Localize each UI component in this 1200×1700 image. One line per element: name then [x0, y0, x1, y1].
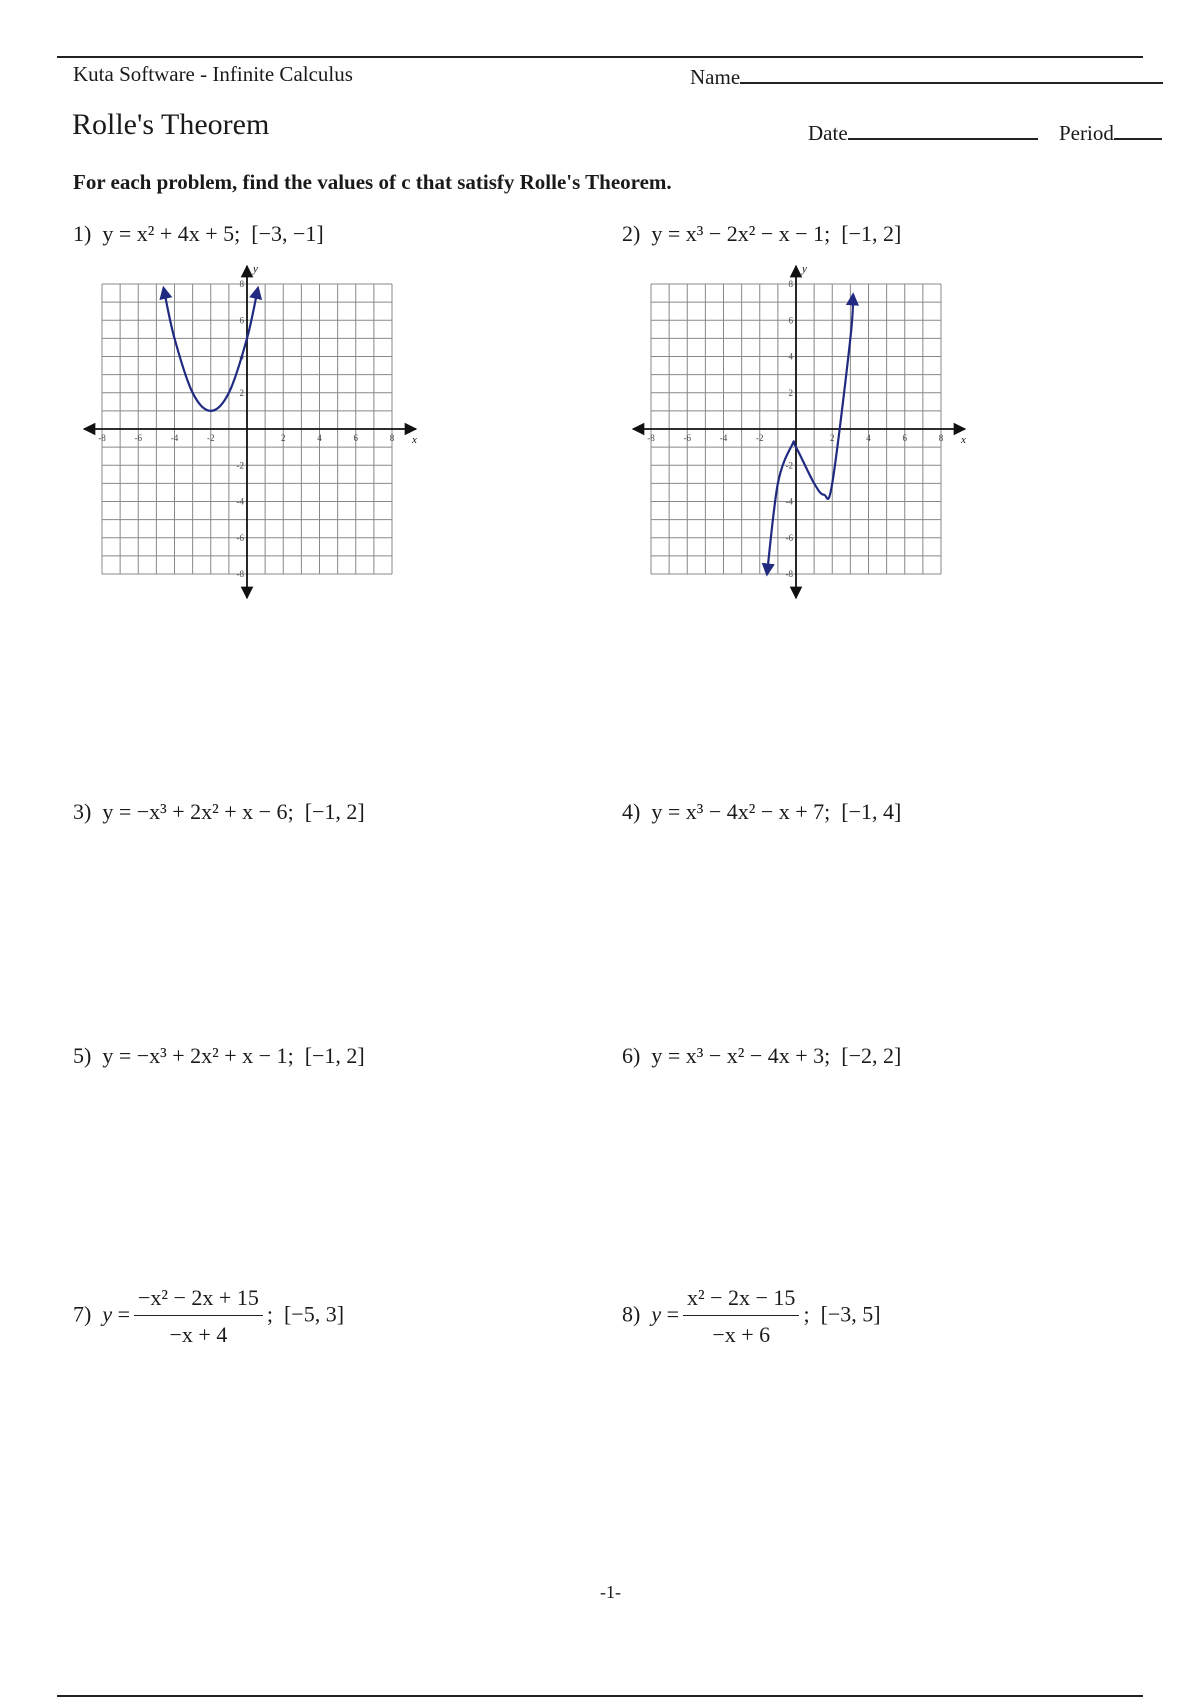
problem-6: 6) y = x³ − x² − 4x + 3; [−2, 2] — [622, 1043, 902, 1068]
problem-interval: [−1, 2] — [304, 1043, 365, 1068]
y-tick-label: 2 — [788, 387, 793, 398]
x-tick-label: 8 — [938, 433, 944, 443]
y-tick-label: -4 — [236, 496, 244, 507]
date-blank[interactable] — [848, 118, 1038, 140]
x-tick-label: 2 — [281, 433, 286, 443]
page-title: Rolle's Theorem — [72, 108, 270, 141]
problem-number: 4) — [622, 799, 641, 824]
problem-7: 7) y = $\frac{\text{−x² − 2x + 15}}{-x + 4}$ ; [−5, 3] — [73, 1285, 345, 1347]
period-field[interactable] — [1059, 118, 1162, 146]
graph-problem-2 — [629, 262, 969, 602]
y-tick-label: 4 — [788, 351, 793, 362]
problem-number: 7) — [73, 1301, 92, 1327]
problem-interval: [−1, 4] — [841, 799, 902, 824]
instructions: For each problem, find the values of c that satisfy Rolle's Theorem. — [73, 170, 672, 194]
y-tick-label: -6 — [236, 532, 244, 543]
y-tick-label: 6 — [788, 315, 793, 326]
problem-3: 3) y = −x³ + 2x² + x − 6; [−1, 2] — [73, 799, 365, 824]
x-tick-label: 2 — [830, 433, 835, 443]
problem-equation: y = −x³ + 2x² + x − 1 — [102, 1043, 288, 1068]
problem-equation: y = x³ − x² − 4x + 3 — [651, 1043, 825, 1068]
x-tick-label: -8 — [647, 433, 655, 443]
x-tick-label: -6 — [134, 433, 142, 443]
y-tick-label: 8 — [239, 279, 244, 289]
name-field[interactable] — [690, 62, 1163, 90]
problem-equation: y = x³ − 2x² − x − 1 — [651, 221, 825, 246]
x-axis-label: x — [961, 434, 966, 446]
x-tick-label: -4 — [719, 433, 728, 443]
numerator: x² − 2x − 15 — [683, 1285, 799, 1316]
x-tick-label: 6 — [902, 433, 907, 443]
y-tick-label: -6 — [785, 532, 793, 543]
x-axis-label: x — [412, 434, 417, 446]
x-tick-label: -2 — [756, 433, 764, 443]
x-tick-label: 6 — [353, 433, 358, 443]
function-curve — [767, 295, 853, 574]
problem-1: 1) y = x² + 4x + 5; [−3, −1] — [73, 221, 324, 246]
y-tick-label: -8 — [785, 569, 793, 579]
y-tick-label: -4 — [785, 496, 793, 507]
denominator: −x + 6 — [712, 1322, 771, 1347]
y-axis-label: y — [253, 263, 258, 275]
page-number: -1- — [600, 1582, 621, 1602]
problem-number: 8) — [622, 1301, 641, 1327]
publisher-label: Kuta Software - Infinite Calculus — [73, 62, 353, 86]
problem-number: 6) — [622, 1043, 641, 1068]
name-blank[interactable] — [740, 62, 1163, 84]
period-label: Period — [1059, 121, 1114, 145]
problem-number: 5) — [73, 1043, 92, 1068]
y-tick-label: -2 — [785, 460, 793, 471]
problem-equation: y = x² + 4x + 5 — [102, 221, 235, 246]
x-tick-label: 4 — [866, 433, 871, 443]
problem-equation: y = −x³ + 2x² + x − 6 — [102, 799, 288, 824]
problem-number: 3) — [73, 799, 92, 824]
x-tick-label: 8 — [389, 433, 395, 443]
x-tick-label: -8 — [98, 433, 106, 443]
y-tick-label: 8 — [788, 279, 793, 289]
y-tick-label: 6 — [239, 315, 244, 326]
bottom-rule — [57, 1695, 1143, 1697]
problem-interval: [−3, 5] — [820, 1301, 881, 1327]
problem-equation: y = x³ − 4x² − x + 7 — [651, 799, 825, 824]
y-tick-label: 4 — [239, 351, 244, 362]
date-field[interactable] — [808, 118, 1038, 146]
problem-interval: [−5, 3] — [283, 1301, 345, 1327]
x-tick-label: -4 — [170, 433, 179, 443]
problem-4: 4) y = x³ − 4x² − x + 7; [−1, 4] — [622, 799, 902, 824]
name-label: Name — [690, 65, 741, 89]
problem-interval: [−3, −1] — [251, 221, 324, 246]
numerator: −x² − 2x + 15 — [134, 1285, 263, 1316]
problem-number: 2) — [622, 221, 641, 246]
problem-interval: [−1, 2] — [841, 221, 902, 246]
problem-5: 5) y = −x³ + 2x² + x − 1; [−1, 2] — [73, 1043, 365, 1068]
y-tick-label: -2 — [236, 460, 244, 471]
y-axis-label: y — [802, 263, 807, 275]
fraction — [134, 1285, 263, 1348]
y-equals: y — [651, 1301, 662, 1327]
date-label: Date — [808, 121, 848, 145]
denominator: −x + 4 — [169, 1322, 228, 1347]
y-equals: y — [102, 1301, 113, 1327]
problem-2: 2) y = x³ − 2x² − x − 1; [−1, 2] — [622, 221, 902, 246]
fraction — [683, 1285, 799, 1348]
problem-8: 8) y = $\frac{\text{x² − 2x − 15}}{-x + 6}$ ; [−3, 5] — [622, 1285, 881, 1347]
x-tick-label: 4 — [317, 433, 322, 443]
y-tick-label: -8 — [236, 569, 244, 579]
problem-interval: [−2, 2] — [841, 1043, 902, 1068]
y-tick-label: 2 — [239, 387, 244, 398]
problem-interval: [−1, 2] — [304, 799, 365, 824]
period-blank[interactable] — [1114, 118, 1162, 140]
top-rule — [57, 56, 1143, 58]
graph-problem-1 — [80, 262, 420, 602]
problem-number: 1) — [73, 221, 92, 246]
x-tick-label: -6 — [683, 433, 691, 443]
x-tick-label: -2 — [207, 433, 215, 443]
